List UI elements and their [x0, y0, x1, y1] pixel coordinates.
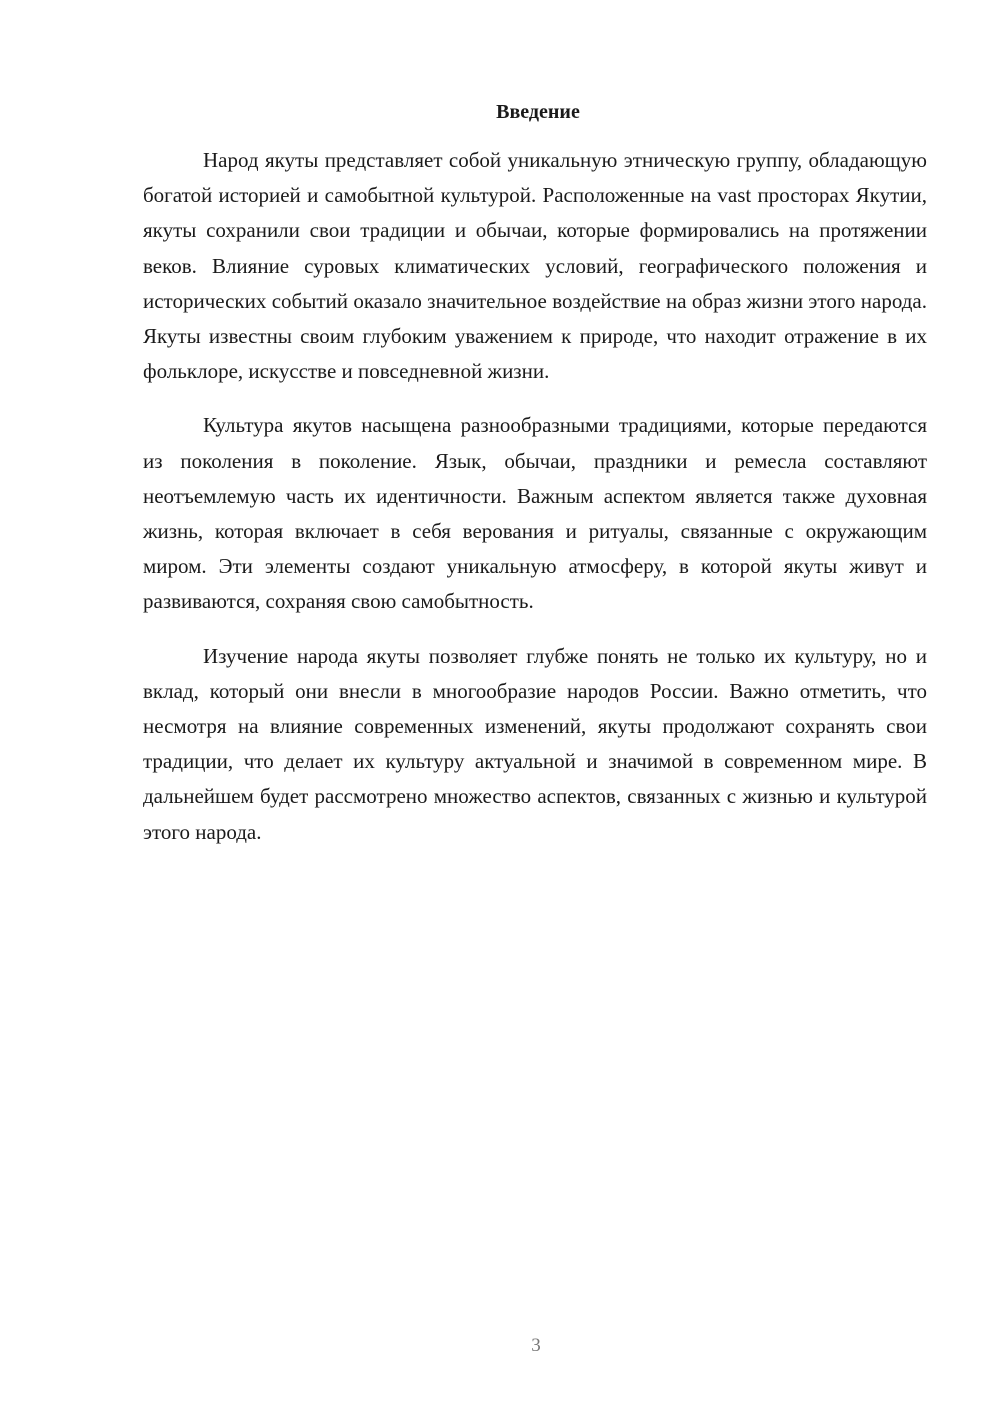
paragraph-1: Народ якуты представляет собой уникальную этническую группу, обладающую богатой историей и самобытной культурой. Расположенные на vast просторах Якутии, якуты сохранили свои традиции и обычаи, которые формировались на протяжении веков. Влияние суровых климатических условий, географического положения и исторических событий оказало значительное воздействие на образ жизни этого народа. Якуты известны своим глубоким уважением к природе, что находит отражение в их фольклоре, искусстве и повседневной жизни. [143, 148, 927, 384]
paragraph-3: Изучение народа якуты позволяет глубже понять не только их культуру, но и вклад, который они внесли в многообразие народов России. Важно отметить, что несмотря на влияние современных изменений, якуты продолжают сохранять свои традиции, что делает их культуру актуальной и значимой в современном мире. В дальнейшем будет рассмотрено множество аспектов, связанных с жизнью и культурой этого народа. [143, 643, 927, 844]
section-heading: Введение [496, 101, 580, 123]
paragraph-2: Культура якутов насыщена разнообразными традициями, которые передаются из поколения в поколение. Язык, обычаи, праздники и ремесла составляют неотъемлемую часть их идентичности. Важным аспектом является также духовная жизнь, которая включает в себя верования и ритуалы, связанные с окружающим миром. Эти элементы создают уникальную атмосферу, в которой якуты живут и развиваются, сохраняя свою самобытность. [143, 413, 927, 614]
page-number: 3 [531, 1335, 541, 1356]
page-content [143, 96, 927, 850]
